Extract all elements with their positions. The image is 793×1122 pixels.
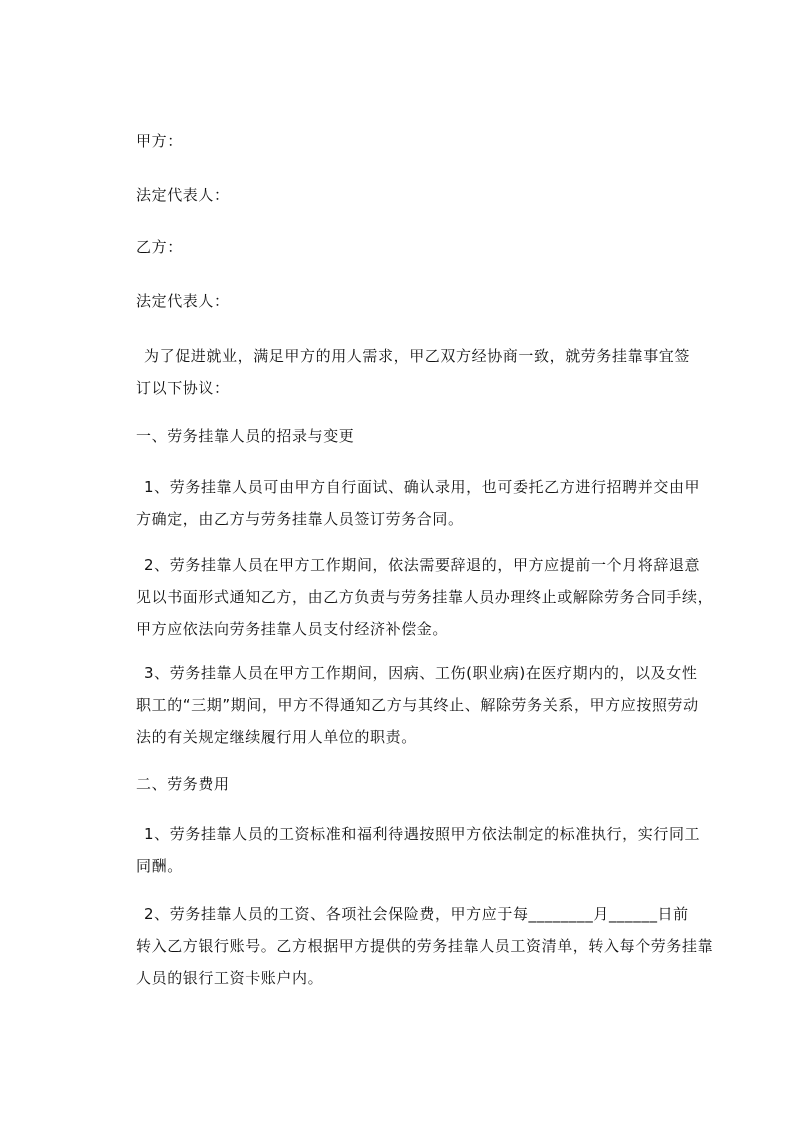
s2c1-line-1: 1、劳务挂靠人员的工资标准和福利待遇按照甲方依法制定的标准执行，实行同工	[144, 825, 701, 843]
section-1-clause-2	[136, 549, 712, 645]
s2c2-line-1: 2、劳务挂靠人员的工资、各项社会保险费，甲方应于每________月______日前	[144, 905, 689, 923]
party-b-label: 乙方：	[136, 238, 183, 256]
s1c3-line-3: 法的有关规定继续履行用人单位的职责。	[136, 728, 417, 746]
s1c1-line-1: 1、劳务挂靠人员可由甲方自行面试、确认录用，也可委托乙方进行招聘并交由甲	[144, 478, 701, 496]
s1c3-line-1: 3、劳务挂靠人员在甲方工作期间，因病、工伤(职业病)在医疗期内的，以及女性	[144, 664, 698, 682]
section-2-clause-1	[136, 818, 712, 882]
section-2-title: 二、劳务费用	[136, 775, 230, 793]
section-2-clause-2	[136, 898, 712, 994]
s2c2-line-3: 人员的银行工资卡账户内。	[136, 969, 324, 987]
s1c2-line-3: 甲方应依法向劳务挂靠人员支付经济补偿金。	[136, 620, 449, 638]
intro-line-1: 为了促进就业，满足甲方的用人需求，甲乙双方经协商一致，就劳务挂靠事宜签	[144, 347, 691, 365]
s1c3-line-2: 职工的“三期”期间，甲方不得通知乙方与其终止、解除劳务关系，甲方应按照劳动	[136, 696, 699, 714]
s1c2-line-1: 2、劳务挂靠人员在甲方工作期间，依法需要辞退的，甲方应提前一个月将辞退意	[144, 556, 701, 574]
section-1-clause-3	[136, 657, 712, 753]
s2c2-line-2: 转入乙方银行账号。乙方根据甲方提供的劳务挂靠人员工资清单，转入每个劳务挂靠	[136, 937, 714, 955]
section-1-clause-1	[136, 471, 712, 535]
s1c1-line-2: 方确定，由乙方与劳务挂靠人员签订劳务合同。	[136, 510, 464, 528]
legal-rep-b-label: 法定代表人：	[136, 292, 230, 310]
section-1-title: 一、劳务挂靠人员的招录与变更	[136, 427, 355, 445]
s2c1-line-2: 同酬。	[136, 857, 183, 875]
party-a-label: 甲方：	[136, 132, 183, 150]
intro-line-2: 订以下协议：	[136, 379, 230, 397]
intro-paragraph	[136, 340, 712, 404]
legal-rep-a-label: 法定代表人：	[136, 186, 230, 204]
s1c2-line-2: 见以书面形式通知乙方，由乙方负责与劳务挂靠人员办理终止或解除劳务合同手续，	[136, 588, 714, 606]
